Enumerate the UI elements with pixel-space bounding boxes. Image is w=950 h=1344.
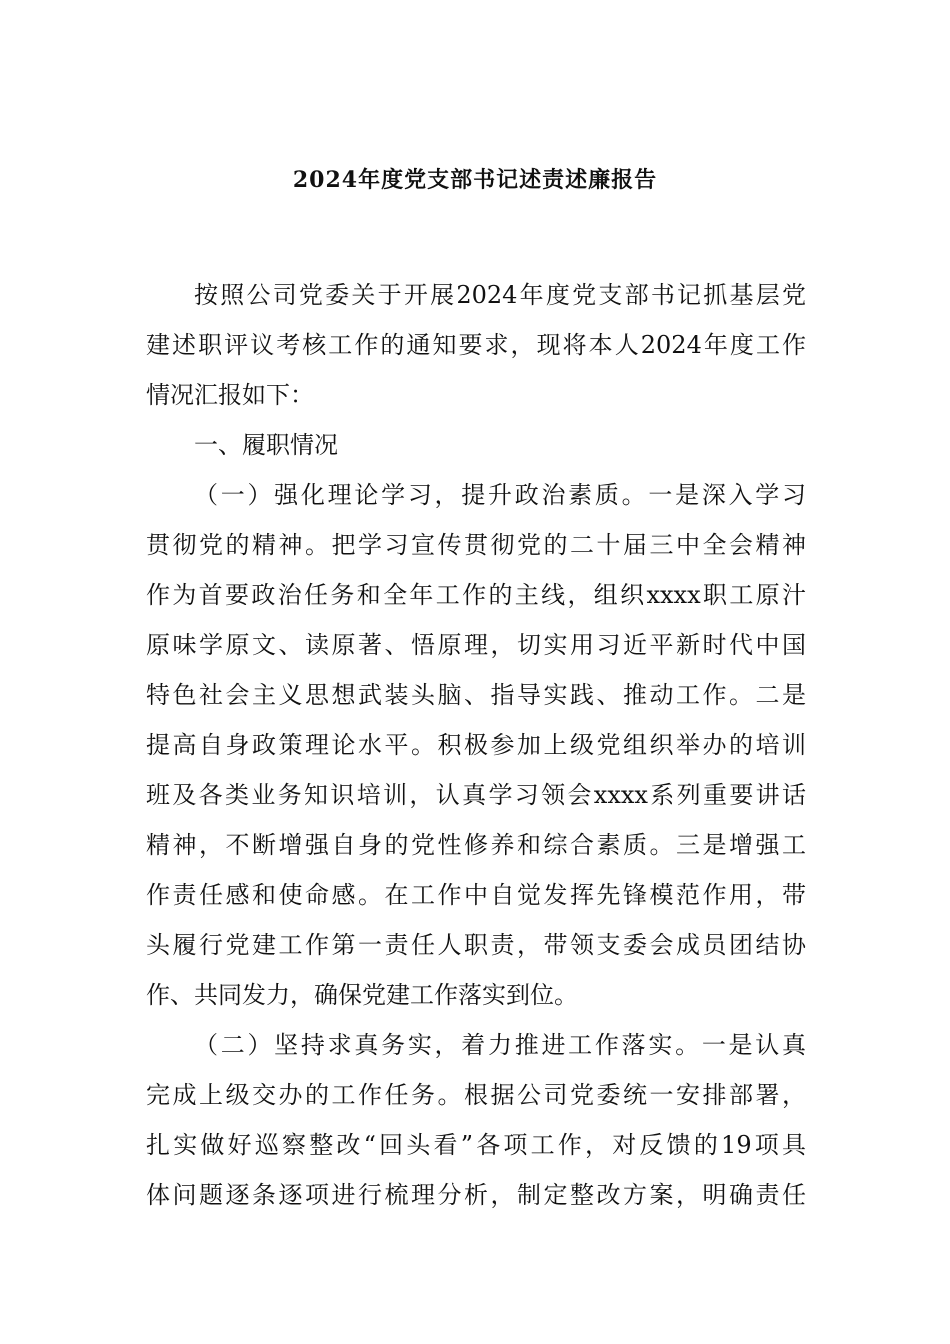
paragraph-line: （二）坚持求真务实，着力推进工作落实。一是认真 bbox=[194, 1031, 806, 1059]
paragraph-line: 头履行党建工作第一责任人职责，带领支委会成员团结协 bbox=[146, 931, 806, 959]
paragraph-line: （一）强化理论学习，提升政治素质。一是深入学习 bbox=[194, 481, 806, 509]
paragraph-line: 贯彻党的精神。把学习宣传贯彻党的二十届三中全会精神 bbox=[146, 531, 806, 559]
paragraph-line: 提高自身政策理论水平。积极参加上级党组织举办的培训 bbox=[146, 731, 806, 759]
section-heading: 一、履职情况 bbox=[194, 431, 338, 459]
paragraph-line: 作、共同发力，确保党建工作落实到位。 bbox=[146, 981, 578, 1009]
paragraph-line: 特色社会主义思想武装头脑、指导实践、推动工作。二是 bbox=[146, 681, 806, 709]
paragraph-line: 完成上级交办的工作任务。根据公司党委统一安排部署， bbox=[146, 1081, 806, 1109]
paragraph-line: 班及各类业务知识培训，认真学习领会xxxx系列重要讲话 bbox=[146, 781, 806, 809]
document-title: 2024年度党支部书记述责述廉报告 bbox=[292, 167, 658, 193]
paragraph-line: 情况汇报如下： bbox=[146, 381, 314, 409]
paragraph-line: 精神，不断增强自身的党性修养和综合素质。三是增强工 bbox=[146, 831, 806, 859]
paragraph-line: 作责任感和使命感。在工作中自觉发挥先锋模范作用，带 bbox=[146, 881, 806, 909]
paragraph-line: 原味学原文、读原著、悟原理，切实用习近平新时代中国 bbox=[146, 631, 806, 659]
paragraph-line: 建述职评议考核工作的通知要求，现将本人2024年度工作 bbox=[146, 331, 806, 359]
paragraph-line: 按照公司党委关于开展2024年度党支部书记抓基层党 bbox=[194, 281, 806, 309]
paragraph-line: 作为首要政治任务和全年工作的主线，组织xxxx职工原汁 bbox=[146, 581, 806, 609]
paragraph-line: 扎实做好巡察整改“回头看”各项工作，对反馈的19项具 bbox=[146, 1131, 806, 1159]
paragraph-line: 体问题逐条逐项进行梳理分析，制定整改方案，明确责任 bbox=[146, 1181, 806, 1209]
